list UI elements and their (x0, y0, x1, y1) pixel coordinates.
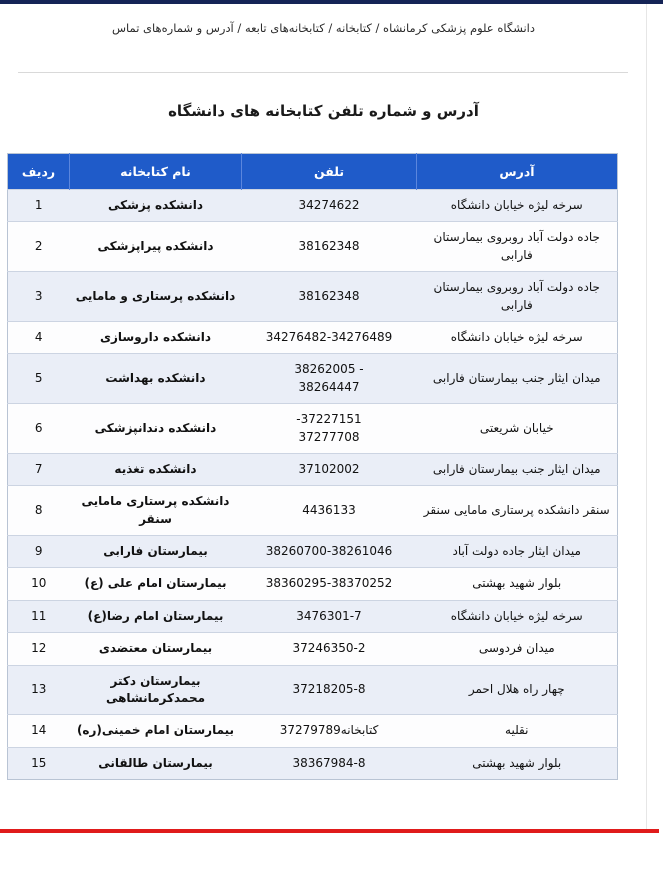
cell-address: خیابان شریعتی (417, 404, 618, 454)
cell-library-name: بیمارستان امام خمینی(ره) (70, 715, 242, 747)
cell-address: نقلیه (417, 715, 618, 747)
table-row (8, 453, 618, 485)
table-row (8, 321, 618, 353)
cell-address: جاده دولت آباد روبروی بیمارستان فارابی (417, 272, 618, 322)
cell-address: بلوار شهید بهشتی (417, 568, 618, 600)
cell-telephone: 3476301-7 (242, 600, 417, 632)
title-divider (18, 72, 628, 73)
page-title: آدرس و شماره تلفن کتابخانه های دانشگاه (168, 102, 479, 121)
cell-library-name: دانشکده پرستاری و مامایی (70, 272, 242, 322)
cell-library-name: بیمارستان معتضدی (70, 633, 242, 665)
cell-row-number: 7 (8, 453, 70, 485)
table-row (8, 190, 618, 222)
cell-row-number: 5 (8, 354, 70, 404)
column-header-library-name: نام کتابخانه (70, 154, 242, 190)
cell-library-name: دانشکده دندانپزشکی (70, 404, 242, 454)
cell-row-number: 3 (8, 272, 70, 322)
cell-address: بلوار شهید بهشتی (417, 747, 618, 779)
cell-telephone: 38162348 (242, 222, 417, 272)
library-contacts-table (7, 153, 618, 780)
cell-address: جاده دولت آباد روبروی بیمارستان فارابی (417, 222, 618, 272)
cell-telephone: 37246350-2 (242, 633, 417, 665)
cell-address: میدان فردوسی (417, 633, 618, 665)
table-row (8, 222, 618, 272)
cell-library-name: دانشکده پزشکی (70, 190, 242, 222)
cell-library-name: دانشکده پرستاری مامایی سنقر (70, 486, 242, 536)
cell-address: میدان ایثار جنب بیمارستان فارابی (417, 453, 618, 485)
cell-telephone: 38367984-8 (242, 747, 417, 779)
table-row (8, 633, 618, 665)
cell-telephone: 38260700-38261046 (242, 536, 417, 568)
cell-telephone: 37218205-8 (242, 665, 417, 715)
table-row (8, 404, 618, 454)
cell-library-name: بیمارستان دکتر محمدکرمانشاهی (70, 665, 242, 715)
cell-row-number: 2 (8, 222, 70, 272)
cell-telephone: 37279789کتابخانه (242, 715, 417, 747)
cell-library-name: بیمارستان فارابی (70, 536, 242, 568)
cell-address: چهار راه هلال احمر (417, 665, 618, 715)
cell-address: سرخه لیژه خیابان دانشگاه (417, 600, 618, 632)
cell-telephone: 38360295-38370252 (242, 568, 417, 600)
cell-telephone: 4436133 (242, 486, 417, 536)
cell-library-name: دانشکده داروسازی (70, 321, 242, 353)
table-row (8, 665, 618, 715)
table-row (8, 272, 618, 322)
cell-library-name: دانشکده تغذیه (70, 453, 242, 485)
cell-library-name: دانشکده پیراپزشکی (70, 222, 242, 272)
cell-address: سرخه لیژه خیابان دانشگاه (417, 190, 618, 222)
page-container (0, 4, 647, 837)
column-header-telephone: تلفن (242, 154, 417, 190)
cell-row-number: 14 (8, 715, 70, 747)
cell-address: میدان ایثار جاده دولت آباد (417, 536, 618, 568)
cell-library-name: بیمارستان امام رضا(ع) (70, 600, 242, 632)
table-row (8, 715, 618, 747)
cell-row-number: 4 (8, 321, 70, 353)
table-header (8, 154, 618, 190)
cell-library-name: بیمارستان امام علی (ع) (70, 568, 242, 600)
table-header-row (8, 154, 618, 190)
cell-telephone: 38162348 (242, 272, 417, 322)
column-header-row-number: ردیف (8, 154, 70, 190)
cell-address: سرخه لیژه خیابان دانشگاه (417, 321, 618, 353)
cell-row-number: 11 (8, 600, 70, 632)
table-body (8, 190, 618, 780)
cell-row-number: 1 (8, 190, 70, 222)
cell-library-name: دانشکده بهداشت (70, 354, 242, 404)
cell-telephone: 37102002 (242, 453, 417, 485)
table-row (8, 486, 618, 536)
table-row (8, 354, 618, 404)
cell-row-number: 6 (8, 404, 70, 454)
cell-telephone: 34276482-34276489 (242, 321, 417, 353)
cell-telephone: -37227151 37277708 (242, 404, 417, 454)
footer-spacer (0, 833, 663, 874)
cell-row-number: 12 (8, 633, 70, 665)
cell-row-number: 8 (8, 486, 70, 536)
breadcrumb[interactable]: دانشگاه علوم پزشکی کرمانشاه / کتابخانه / کتابخانه‌های تابعه / آدرس و شماره‌های تماس (112, 21, 535, 35)
table-row (8, 747, 618, 779)
cell-telephone: 34274622 (242, 190, 417, 222)
cell-address: سنقر دانشکده پرستاری مامایی سنقر (417, 486, 618, 536)
table-row (8, 568, 618, 600)
library-contacts-table-wrapper (8, 153, 618, 780)
table-row (8, 600, 618, 632)
cell-address: میدان ایثار جنب بیمارستان فارابی (417, 354, 618, 404)
column-header-address: آدرس (417, 154, 618, 190)
cell-row-number: 13 (8, 665, 70, 715)
cell-row-number: 10 (8, 568, 70, 600)
cell-row-number: 9 (8, 536, 70, 568)
table-row (8, 536, 618, 568)
cell-library-name: بیمارستان طالقانی (70, 747, 242, 779)
cell-telephone: 38262005 - 38264447 (242, 354, 417, 404)
cell-row-number: 15 (8, 747, 70, 779)
